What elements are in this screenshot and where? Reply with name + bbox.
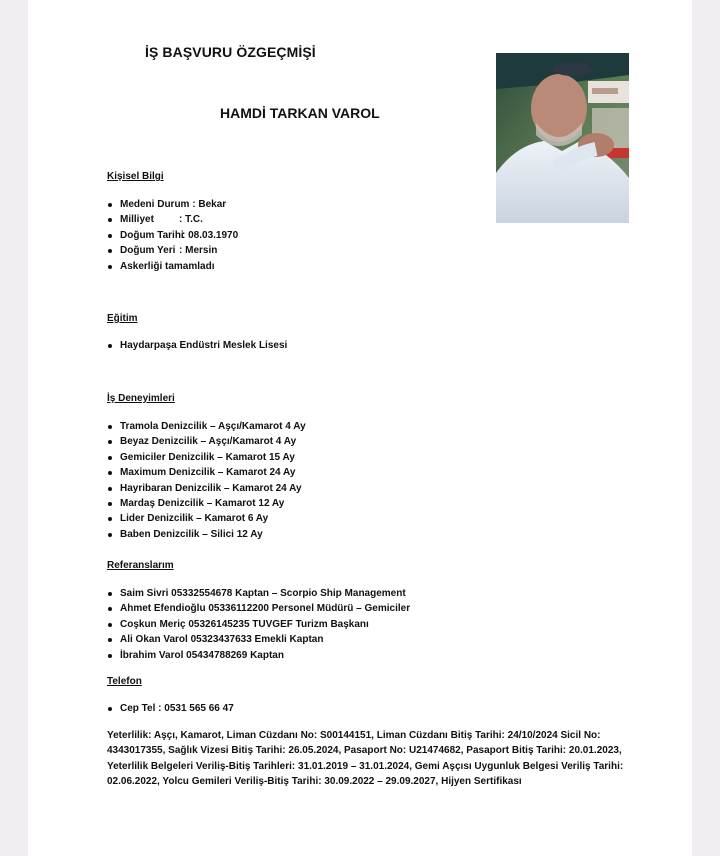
- section-heading-education: Eğitim: [107, 313, 138, 324]
- list-item: Ali Okan Varol 05323437633 Emekli Kaptan: [107, 632, 410, 647]
- list-item: Haydarpaşa Endüstri Meslek Lisesi: [107, 338, 287, 353]
- section-heading-phone: Telefon: [107, 676, 142, 687]
- list-item: Baben Denizcilik – Silici 12 Ay: [107, 527, 306, 542]
- list-item: Maximum Denizcilik – Kamarot 24 Ay: [107, 465, 306, 480]
- section-heading-experience: İş Deneyimleri: [107, 393, 175, 404]
- education-list: [107, 338, 287, 353]
- phone-list: [107, 701, 234, 716]
- list-item: Lider Denizcilik – Kamarot 6 Ay: [107, 511, 306, 526]
- list-item: Hayribaran Denizcilik – Kamarot 24 Ay: [107, 481, 306, 496]
- list-item: Coşkun Meriç 05326145235 TUVGEF Turizm Başkanı: [107, 617, 410, 632]
- profile-photo-image: [496, 53, 629, 223]
- section-heading-references: Referanslarım: [107, 560, 174, 571]
- experience-list: [107, 419, 306, 542]
- list-item: Ahmet Efendioğlu 05336112200 Personel Müdürü – Gemiciler: [107, 601, 410, 616]
- list-item: Saim Sivri 05332554678 Kaptan – Scorpio Ship Management: [107, 586, 410, 601]
- list-item: Beyaz Denizcilik – Aşçı/Kamarot 4 Ay: [107, 434, 306, 449]
- list-item: Milliyet : T.C.: [107, 212, 238, 227]
- list-item: Cep Tel : 0531 565 66 47: [107, 701, 234, 716]
- personal-info-list: [107, 197, 238, 274]
- list-item: Askerliği tamamladı: [107, 259, 238, 274]
- list-item: İbrahim Varol 05434788269 Kaptan: [107, 648, 410, 663]
- list-item: Medeni Durum : Bekar: [107, 197, 238, 212]
- references-list: [107, 586, 410, 663]
- profile-photo: [496, 53, 629, 223]
- section-heading-personal-info: Kişisel Bilgi: [107, 171, 164, 182]
- list-item: Doğum Yeri : Mersin: [107, 243, 238, 258]
- list-item: Tramola Denizcilik – Aşçı/Kamarot 4 Ay: [107, 419, 306, 434]
- qualifications-line: 4343017355, Sağlık Vizesi Bitiş Tarihi: 26.05.2024, Pasaport No: U21474682, Pasaport Bitiş Tarihi: 20.01.2023,: [107, 745, 622, 757]
- list-item: Gemiciler Denizcilik – Kamarot 15 Ay: [107, 450, 306, 465]
- applicant-name: HAMDİ TARKAN VAROL: [220, 105, 380, 121]
- qualifications-line: Yeterlilik: Aşçı, Kamarot, Liman Cüzdanı No: S00144151, Liman Cüzdanı Bitiş Tarihi: 24/10/2024 Sicil No:: [107, 730, 601, 741]
- document-title: İŞ BAŞVURU ÖZGEÇMİŞİ: [145, 44, 316, 60]
- qualifications-paragraph: [107, 728, 627, 790]
- qualifications-line: Yeterlilik Belgeleri Veriliş-Bitiş Tarihleri: 31.01.2019 – 31.01.2024, Gemi Aşçısı Uygunluk Belgesi Veriliş Tarihi:: [107, 760, 624, 772]
- document-page: [28, 0, 692, 856]
- qualifications-line: 02.06.2022, Yolcu Gemileri Veriliş-Bitiş Tarihi: 30.09.2022 – 29.09.2027, Hijyen Sertifikası: [107, 776, 522, 788]
- list-item: Doğum Tarihi: 08.03.1970: [107, 228, 238, 243]
- list-item: Mardaş Denizcilik – Kamarot 12 Ay: [107, 496, 306, 511]
